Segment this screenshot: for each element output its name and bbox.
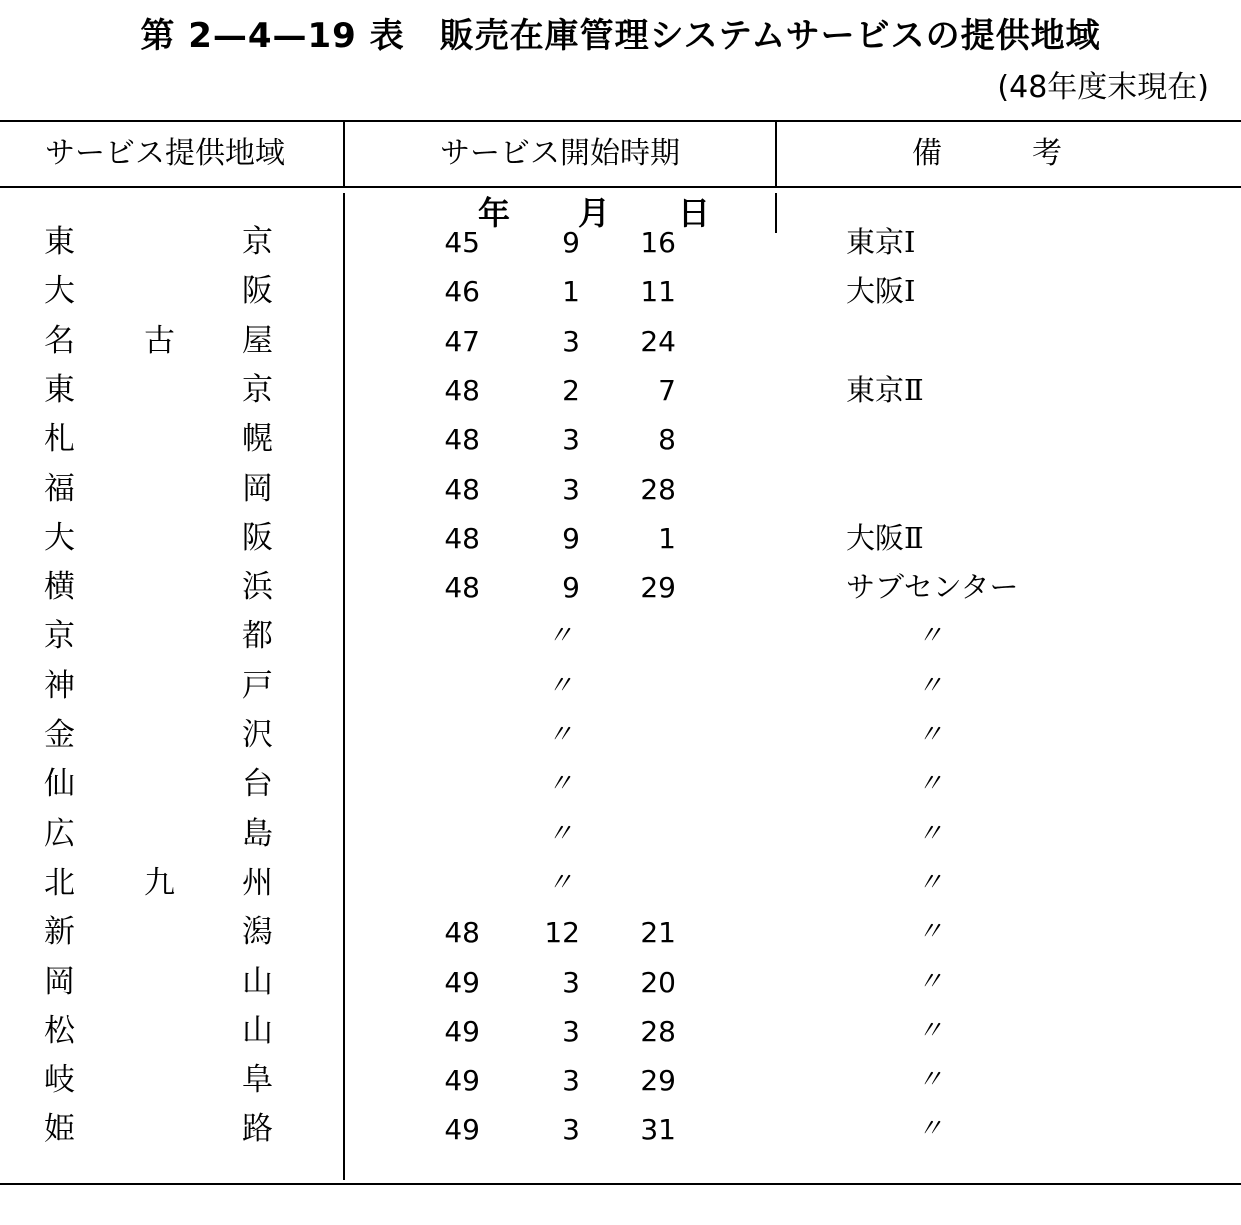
region-cell bbox=[44, 1105, 284, 1154]
remark-text: 東京Ⅰ bbox=[846, 225, 916, 259]
remark-text: 大阪Ⅰ bbox=[846, 274, 916, 309]
region-cell bbox=[44, 859, 284, 908]
region-char: 島 bbox=[242, 815, 273, 852]
remark-ditto-mark: 〃 bbox=[916, 917, 943, 948]
remark-ditto-mark: 〃 bbox=[916, 867, 943, 898]
start-day: 28 bbox=[640, 1014, 676, 1048]
region-char: 山 bbox=[242, 963, 273, 1000]
remark-ditto-mark: 〃 bbox=[916, 818, 943, 849]
region-char: 東 bbox=[44, 371, 75, 408]
region-cell bbox=[44, 612, 284, 661]
remark-text: サブセンター bbox=[846, 570, 1019, 605]
start-month: 3 bbox=[562, 324, 580, 358]
start-day: 8 bbox=[658, 423, 676, 457]
remark-text: 大阪Ⅱ bbox=[846, 520, 924, 555]
start-year: 49 bbox=[444, 1064, 480, 1098]
region-cell bbox=[44, 366, 284, 415]
region-char: 都 bbox=[242, 618, 273, 655]
table-row bbox=[0, 612, 1241, 661]
region-char: 九 bbox=[144, 864, 175, 901]
region-char: 松 bbox=[44, 1012, 75, 1049]
region-char: 古 bbox=[144, 322, 175, 359]
start-month: 3 bbox=[562, 472, 580, 506]
as-of-note: (48年度末現在) bbox=[997, 70, 1209, 105]
remark-ditto-mark: 〃 bbox=[916, 621, 943, 652]
start-month: 9 bbox=[562, 571, 580, 605]
start-year: 49 bbox=[444, 1014, 480, 1048]
start-ditto-mark: 〃 bbox=[546, 769, 573, 800]
remark-ditto-mark: 〃 bbox=[916, 769, 943, 800]
remark-ditto-mark: 〃 bbox=[916, 670, 943, 701]
start-month: 9 bbox=[562, 521, 580, 555]
region-char: 潟 bbox=[242, 914, 273, 951]
remark-ditto-mark: 〃 bbox=[916, 1065, 943, 1096]
start-year: 48 bbox=[444, 373, 480, 407]
table-row bbox=[0, 563, 1241, 612]
start-ditto-mark: 〃 bbox=[546, 867, 573, 898]
start-day: 16 bbox=[640, 226, 676, 259]
region-char: 仙 bbox=[44, 766, 75, 803]
region-char: 台 bbox=[242, 766, 273, 803]
region-cell bbox=[44, 810, 284, 859]
remark-ditto-mark: 〃 bbox=[916, 966, 943, 997]
start-day: 1 bbox=[658, 521, 676, 555]
start-year: 49 bbox=[444, 965, 480, 999]
table-row bbox=[0, 711, 1241, 760]
region-char: 金 bbox=[44, 717, 75, 753]
region-char: 阪 bbox=[242, 519, 273, 556]
region-cell bbox=[44, 711, 284, 760]
start-day: 29 bbox=[640, 571, 676, 605]
region-char: 新 bbox=[44, 914, 75, 951]
header-region: サービス提供地域 bbox=[45, 136, 285, 171]
table-row bbox=[0, 218, 1241, 267]
region-cell bbox=[44, 908, 284, 957]
table-row bbox=[0, 908, 1241, 957]
table-row bbox=[0, 465, 1241, 514]
region-char: 京 bbox=[44, 618, 75, 655]
region-char: 京 bbox=[242, 371, 273, 408]
region-char: 幌 bbox=[242, 421, 273, 458]
start-year: 48 bbox=[444, 916, 480, 950]
start-month: 1 bbox=[562, 275, 580, 309]
region-cell bbox=[44, 563, 284, 612]
table-row bbox=[0, 1007, 1241, 1056]
start-year: 48 bbox=[444, 571, 480, 605]
subheader-day: 日 bbox=[678, 194, 711, 232]
region-char: 姫 bbox=[44, 1111, 75, 1148]
start-month: 12 bbox=[544, 916, 580, 950]
region-cell bbox=[44, 1056, 284, 1105]
start-day: 31 bbox=[640, 1113, 676, 1147]
start-ditto-mark: 〃 bbox=[546, 720, 573, 750]
start-month: 3 bbox=[562, 1113, 580, 1147]
region-cell bbox=[44, 415, 284, 464]
region-char: 山 bbox=[242, 1012, 273, 1049]
region-char: 名 bbox=[44, 322, 75, 359]
start-month: 2 bbox=[562, 373, 580, 407]
region-cell bbox=[44, 465, 284, 514]
header-start: サービス開始時期 bbox=[440, 136, 680, 171]
remark-ditto-mark: 〃 bbox=[916, 1015, 943, 1046]
table-row bbox=[0, 1105, 1241, 1154]
table-row bbox=[0, 415, 1241, 464]
start-day: 21 bbox=[640, 916, 676, 950]
start-day: 11 bbox=[640, 275, 676, 309]
table-row bbox=[0, 810, 1241, 859]
region-char: 屋 bbox=[242, 322, 273, 359]
bottom-rule bbox=[0, 1183, 1241, 1185]
start-ditto-mark: 〃 bbox=[546, 621, 573, 652]
region-cell bbox=[44, 317, 284, 366]
start-year: 48 bbox=[444, 472, 480, 506]
region-char: 路 bbox=[242, 1111, 273, 1148]
region-cell bbox=[44, 267, 284, 316]
subheader-year: 年 bbox=[478, 194, 511, 232]
region-cell bbox=[44, 662, 284, 711]
start-year: 47 bbox=[444, 324, 480, 358]
region-char: 横 bbox=[44, 569, 75, 606]
region-char: 岐 bbox=[44, 1062, 75, 1099]
start-ditto-mark: 〃 bbox=[546, 818, 573, 849]
table-row bbox=[0, 317, 1241, 366]
start-day: 29 bbox=[640, 1064, 676, 1098]
region-char: 札 bbox=[44, 421, 75, 458]
region-cell bbox=[44, 218, 284, 267]
region-char: 大 bbox=[44, 273, 75, 310]
start-day: 20 bbox=[640, 965, 676, 999]
header-rule bbox=[0, 186, 1241, 188]
region-cell bbox=[44, 958, 284, 1007]
region-char: 戸 bbox=[242, 667, 273, 704]
start-month: 9 bbox=[562, 226, 580, 259]
start-year: 48 bbox=[444, 423, 480, 457]
remark-text: 東京Ⅱ bbox=[846, 372, 924, 407]
start-month: 3 bbox=[562, 1064, 580, 1098]
region-cell bbox=[44, 760, 284, 809]
table-row bbox=[0, 859, 1241, 908]
start-year: 49 bbox=[444, 1113, 480, 1147]
region-char: 広 bbox=[44, 815, 75, 852]
start-month: 3 bbox=[562, 423, 580, 457]
table-row bbox=[0, 1056, 1241, 1105]
table-row bbox=[0, 760, 1241, 809]
table-row bbox=[0, 958, 1241, 1007]
region-char: 京 bbox=[242, 224, 273, 260]
table-row bbox=[0, 662, 1241, 711]
region-char: 阪 bbox=[242, 273, 273, 310]
region-cell bbox=[44, 1007, 284, 1056]
region-cell bbox=[44, 514, 284, 563]
start-year: 46 bbox=[444, 275, 480, 309]
table-title: 第 2—4—19 表 販売在庫管理システムサービスの提供地域 bbox=[140, 16, 1101, 56]
start-ditto-mark: 〃 bbox=[546, 670, 573, 701]
region-char: 州 bbox=[242, 864, 273, 901]
table-row bbox=[0, 366, 1241, 415]
start-month: 3 bbox=[562, 965, 580, 999]
table-row bbox=[0, 514, 1241, 563]
region-char: 福 bbox=[44, 470, 75, 507]
remark-ditto-mark: 〃 bbox=[916, 1114, 943, 1145]
region-char: 沢 bbox=[242, 717, 273, 753]
region-char: 阜 bbox=[242, 1062, 273, 1099]
start-month: 3 bbox=[562, 1014, 580, 1048]
start-year: 45 bbox=[444, 226, 480, 259]
region-char: 大 bbox=[44, 519, 75, 556]
subheader-month: 月 bbox=[578, 194, 611, 232]
region-char: 岡 bbox=[44, 963, 75, 1000]
start-year: 48 bbox=[444, 521, 480, 555]
start-day: 28 bbox=[640, 472, 676, 506]
start-day: 24 bbox=[640, 324, 676, 358]
region-char: 東 bbox=[44, 224, 75, 260]
region-char: 浜 bbox=[242, 569, 273, 606]
table-row bbox=[0, 267, 1241, 316]
start-day: 7 bbox=[658, 373, 676, 407]
header-remarks: 備 考 bbox=[912, 136, 1062, 171]
remark-ditto-mark: 〃 bbox=[916, 720, 943, 750]
region-char: 北 bbox=[44, 864, 75, 901]
region-char: 神 bbox=[44, 667, 75, 704]
region-char: 岡 bbox=[242, 470, 273, 507]
